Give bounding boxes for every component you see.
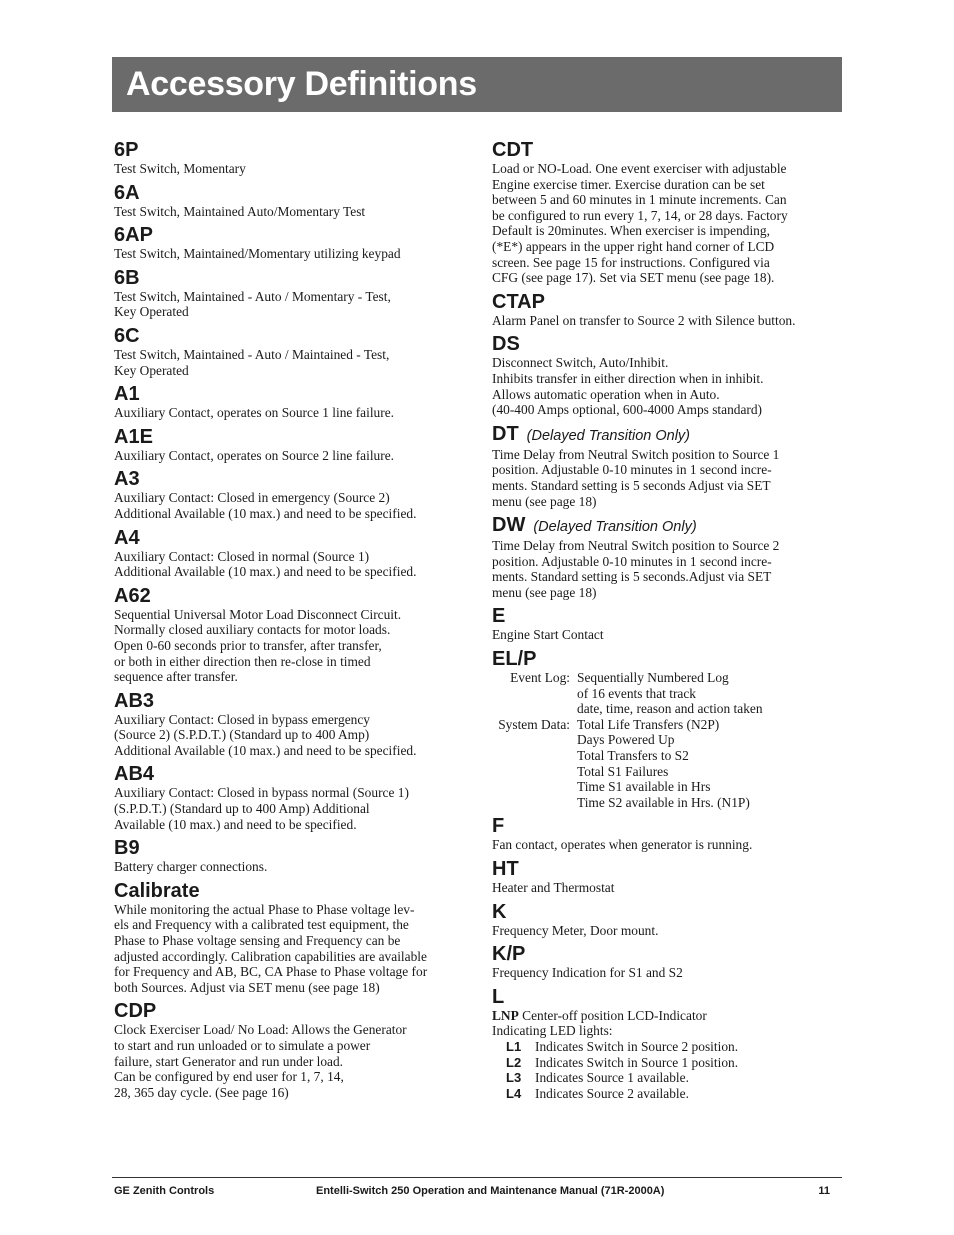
description-line: Open 0-60 seconds prior to transfer, after transfer, [114,637,382,653]
definition-calibrate [114,880,470,996]
definition-term [492,333,842,355]
description-line: or both in either direction then re-close in timed [114,653,371,669]
description-line: (Source 2) (S.P.D.T.) (Standard up to 400 Amp) [114,727,370,743]
event-log-value: Sequentially Numbered Log [577,670,729,686]
definition-description [114,347,470,378]
definition-ht [492,858,842,896]
definition-term [114,267,470,289]
event-log-row [492,764,763,780]
event-log-table [492,670,763,810]
term-label: K/P [492,943,526,966]
description-line: Additional Available (10 max.) and need to be specified. [114,505,417,521]
definition-description [114,246,470,262]
event-log-key: Event Log: [510,670,570,686]
term-label: F [492,815,505,838]
event-log-value: Total Life Transfers (N2P) [577,716,720,732]
description-line: Default is 20minutes. When exerciser is impending, [492,223,770,239]
definition-term [492,605,842,627]
definition-term [114,224,470,246]
definition-term [492,514,842,538]
event-log-value: Days Powered Up [577,732,675,748]
definition-6ap [114,224,470,262]
description-line: both Sources. Adjust via SET menu (see page 18) [114,979,380,995]
event-log-row [492,795,763,811]
definition-term [492,815,842,837]
definition-term [114,468,470,490]
description-line: Key Operated [114,362,189,378]
led-item [492,1086,842,1102]
description-line: (S.P.D.T.) (Standard up to 400 Amp) Additional [114,801,370,817]
definition-6p [114,139,470,177]
description-line: Heater and Thermostat [492,880,615,895]
definition-term [114,426,470,448]
led-list [492,1039,842,1101]
definition-term [492,858,842,880]
led-text: Indicates Switch in Source 2 position. [535,1038,739,1054]
definition-term [114,527,470,549]
description-line: Engine exercise timer. Exercise duration can be set [492,176,765,192]
right-column [492,139,842,1106]
description-line: While monitoring the actual Phase to Phase voltage lev- [114,901,415,917]
term-label: Calibrate [114,879,200,902]
definition-dw [492,514,842,600]
definition-6c [114,325,470,378]
description-line: Auxiliary Contact: Closed in bypass normal (Source 1) [114,785,409,801]
term-label: 6C [114,324,140,347]
footer-page-number: 11 [818,1185,830,1197]
description-line: Auxiliary Contact: Closed in emergency (Source 2) [114,490,390,506]
term-note: (Delayed Transition Only) [526,427,690,444]
description-line: els and Frequency with a calibrated test equipment, the [114,917,409,933]
definition-term [492,943,842,965]
definition-description [492,538,842,600]
led-intro: Indicating LED lights: [492,1023,613,1039]
definition-term [114,763,470,785]
left-column [114,139,470,1105]
definition-term [114,880,470,902]
event-log-value: Total S1 Failures [577,763,669,779]
event-log-key: System Data: [498,716,570,732]
description-line: position. Adjustable 0-10 minutes in 1 second incre- [492,553,772,569]
definition-description [492,161,842,286]
event-log-key [492,748,577,764]
description-line: menu (see page 18) [492,493,597,509]
definition-ab3 [114,690,470,759]
description-line: sequence after transfer. [114,669,238,685]
led-text: Indicates Switch in Source 1 position. [535,1054,739,1070]
description-line: Disconnect Switch, Auto/Inhibit. [492,355,669,371]
description-line: to start and run unloaded or to simulate a power [114,1038,371,1053]
event-log-key [492,795,577,811]
definition-description [492,447,842,509]
description-line: Alarm Panel on transfer to Source 2 with Silence button. [492,312,796,328]
led-text: Indicates Source 1 available. [535,1070,689,1086]
description-line: ments. Standard setting is 5 seconds.Adjust via SET [492,569,772,585]
term-note: (Delayed Transition Only) [533,519,697,536]
term-label: DW [492,514,526,537]
definition-e [492,605,842,643]
definition-ctap [492,291,842,329]
definition-term [114,383,470,405]
term-label: A3 [114,468,140,491]
definition-a3 [114,468,470,521]
description-line: Inhibits transfer in either direction when in inhibit. [492,370,764,386]
term-label: AB3 [114,689,155,712]
footer-manual-title: Entelli-Switch 250 Operation and Maintenance Manual (71R-2000A) [316,1185,665,1197]
definition-term [114,182,470,204]
definition-k-p [492,943,842,981]
definition-k [492,901,842,939]
definition-term [492,291,842,313]
description-line: 28, 365 day cycle. (See page 16) [114,1084,289,1100]
description-line: Additional Available (10 max.) and need to be specified. [114,564,417,580]
definition-a4 [114,527,470,580]
definition-b9 [114,837,470,875]
description-line: ments. Standard setting is 5 seconds Adjust via SET [492,477,771,493]
description-line: Additional Available (10 max.) and need to be specified. [114,742,417,758]
definition-term [114,1000,470,1022]
event-log-value: date, time, reason and action taken [577,701,763,717]
page-title: Accessory Definitions [126,65,477,103]
description-line: Allows automatic operation when in Auto. [492,386,720,402]
description-line: Time Delay from Neutral Switch position to Source 1 [492,446,780,462]
definition-description [114,289,470,320]
event-log-key [492,732,577,748]
led-item [492,1039,842,1055]
term-label: A4 [114,526,140,549]
event-log-value: Time S2 available in Hrs. (N1P) [577,794,750,810]
description-line: Available (10 max.) and need to be specified. [114,816,357,832]
definition-description [114,712,470,759]
definition-ds [492,333,842,417]
definition-description [114,405,470,421]
definition-a1 [114,383,470,421]
term-label: 6AP [114,224,153,247]
led-code: L2 [506,1054,522,1070]
definition-description [114,549,470,580]
definition-term [114,585,470,607]
description-line: (*E*) appears in the upper right hand corner of LCD [492,238,775,254]
event-log-key [492,764,577,780]
definition-description [492,355,842,417]
footer-company: GE Zenith Controls [114,1185,215,1197]
definition-a62 [114,585,470,685]
event-log-row [492,732,763,748]
description-line: Auxiliary Contact, operates on Source 2 line failure. [114,447,395,463]
term-label: 6P [114,139,139,161]
description-line: position. Adjustable 0-10 minutes in 1 second incre- [492,462,772,478]
description-line: menu (see page 18) [492,584,597,600]
description-line: Load or NO-Load. One event exerciser with adjustable [492,161,787,176]
event-log-key [492,779,577,795]
definition-description [114,785,470,832]
definition-ab4 [114,763,470,832]
definition-term [492,901,842,923]
term-label: A1E [114,425,153,448]
definition-6a [114,182,470,220]
led-code: L4 [506,1085,522,1101]
led-item [492,1070,842,1086]
definition-f [492,815,842,853]
event-log-value: Total Transfers to S2 [577,748,689,764]
definition-description [114,902,470,996]
term-label: 6B [114,266,140,289]
description-line: adjusted accordingly. Calibration capabilities are available [114,948,427,964]
definition-term [492,139,842,161]
led-code: L3 [506,1070,522,1086]
event-log-row [492,748,763,764]
description-line: Sequential Universal Motor Load Disconnect Circuit. [114,606,402,622]
description-line: be configured to run every 1, 7, 14, or 28 days. Factory [492,207,788,223]
description-line: for Frequency and AB, BC, CA Phase to Phase voltage for [114,964,428,980]
term-label: K [492,900,507,923]
definition-term [114,139,470,161]
description-line: CFG (see page 17). Set via SET menu (see page 18). [492,270,775,286]
definition-6b [114,267,470,320]
term-label: AB4 [114,763,155,786]
definition-description [114,859,470,875]
description-line: Clock Exerciser Load/ No Load: Allows the Generator [114,1022,407,1038]
led-code: L1 [506,1038,522,1054]
right-entries-bottom [492,815,842,980]
definition-cdt [492,139,842,286]
definition-description [492,313,842,329]
description-line: Frequency Indication for S1 and S2 [492,965,683,981]
description-line: Test Switch, Maintained Auto/Momentary Test [114,203,366,219]
term-label: A62 [114,584,151,607]
definition-dt [492,423,842,509]
definition-description [492,965,842,981]
definition-description [114,1022,470,1100]
description-line: Battery charger connections. [114,859,268,875]
definition-cdp [114,1000,470,1100]
description-line: Engine Start Contact [492,627,604,643]
definition-term: L [492,985,505,1008]
definition-description [114,448,470,464]
lnp-text: Center-off position LCD-Indicator [518,1007,707,1023]
definition-description [492,923,842,939]
event-log-row [492,701,763,717]
definition-description [114,204,470,220]
definition-term [114,837,470,859]
definition-l [492,986,842,1102]
description-line: failure, start Generator and run under load. [114,1053,344,1069]
definition-a1e [114,426,470,464]
definition-description [114,607,470,685]
description-line: Test Switch, Momentary [114,161,246,176]
description-line: Phase to Phase voltage sensing and Frequency can be [114,933,401,949]
description-line: Auxiliary Contact: Closed in normal (Source 1) [114,548,370,564]
term-label: DT [492,422,519,445]
description-line: Time Delay from Neutral Switch position to Source 2 [492,538,780,554]
description-line: Auxiliary Contact: Closed in bypass emergency [114,711,370,727]
description-line: Test Switch, Maintained/Momentary utilizing keypad [114,246,401,262]
event-log-value: Time S1 available in Hrs [577,779,711,795]
lnp-code: LNP [492,1007,519,1023]
definition-description [492,627,842,643]
definition-description [492,1008,842,1039]
event-log-key [492,701,577,717]
definition-description [114,161,470,177]
right-entries-top [492,139,842,643]
description-line: screen. See page 15 for instructions. Configured via [492,254,770,270]
term-label: CDP [114,1000,157,1023]
definition-term [492,423,842,447]
description-line: Test Switch, Maintained - Auto / Momentary - Test, [114,288,391,304]
led-text: Indicates Source 2 available. [535,1085,689,1101]
term-label: DS [492,333,520,356]
description-line: Auxiliary Contact, operates on Source 1 line failure. [114,405,395,421]
term-label: 6A [114,181,140,204]
description-line: Normally closed auxiliary contacts for motor loads. [114,622,391,638]
definition-description [492,880,842,896]
term-label: CDT [492,139,534,161]
term-label: B9 [114,837,140,860]
term-label: E [492,605,506,628]
term-label: HT [492,858,519,880]
event-log-row [492,779,763,795]
definition-term [114,690,470,712]
definition-term [114,325,470,347]
event-log-key [492,686,577,702]
definition-el-p [492,648,842,810]
description-line: Key Operated [114,304,189,320]
definition-description [492,837,842,853]
event-log-row [492,717,763,733]
description-line: Frequency Meter, Door mount. [492,922,659,938]
definition-term: EL/P [492,648,537,671]
description-line: (40-400 Amps optional, 600-4000 Amps standard) [492,402,763,418]
description-line: Can be configured by end user for 1, 7, 14, [114,1069,344,1085]
term-label: CTAP [492,290,545,313]
description-line: between 5 and 60 minutes in 1 minute increments. Can [492,192,787,208]
description-line: Fan contact, operates when generator is running. [492,837,753,853]
title-banner [112,57,842,112]
term-label: A1 [114,383,140,406]
description-line: Test Switch, Maintained - Auto / Maintained - Test, [114,346,390,362]
led-item [492,1055,842,1071]
event-log-value: of 16 events that track [577,685,696,701]
footer-rule [112,1177,842,1178]
event-log-row [492,670,763,686]
definition-description [114,490,470,521]
event-log-row [492,686,763,702]
